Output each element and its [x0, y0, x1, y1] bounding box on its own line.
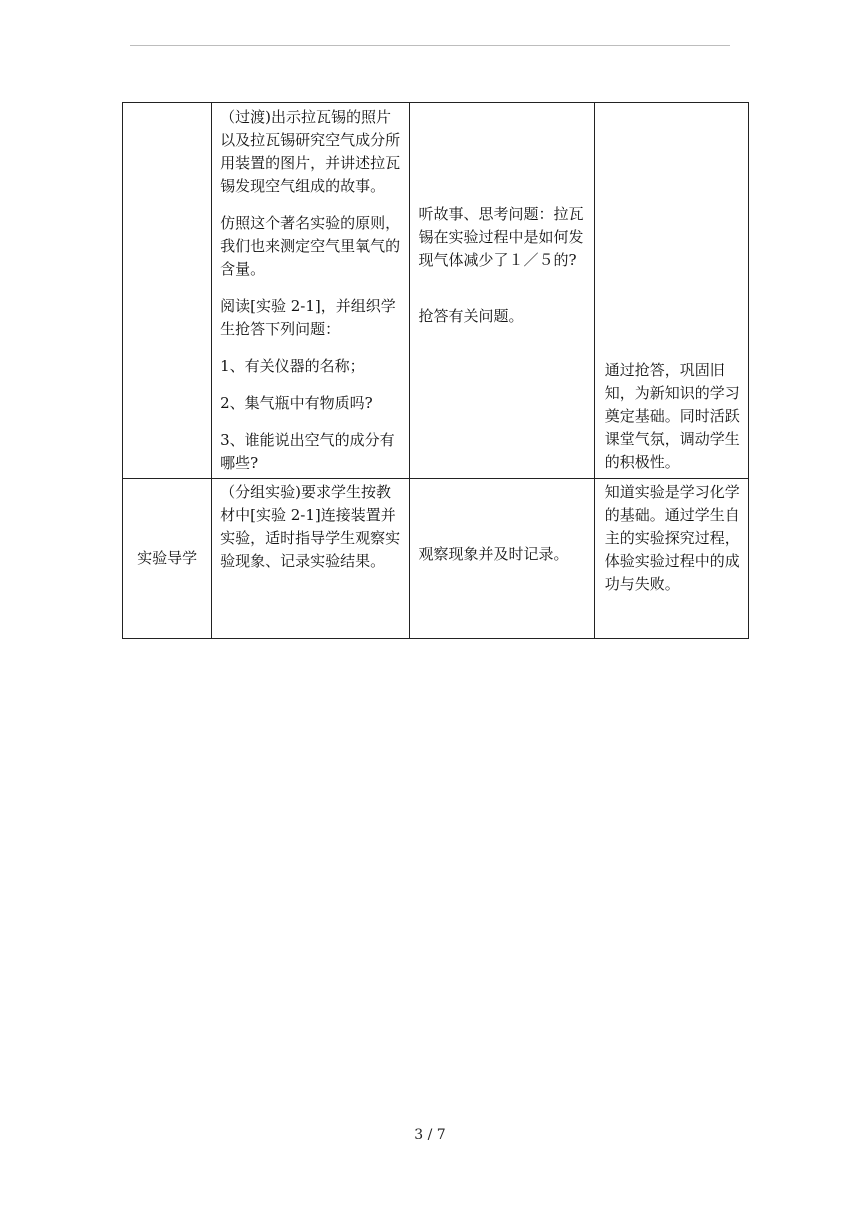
page-number: 3 / 7 [414, 1127, 446, 1143]
teacher-paragraph: 3、谁能说出空气的成分有哪些? [220, 431, 395, 472]
student-activity-cell: 观察现象并及时记录。 [410, 479, 594, 639]
table-row [123, 103, 749, 479]
lesson-plan-table [122, 102, 749, 639]
teacher-paragraph: 阅读[实验 2-1]，并组织学生抢答下列问题： [220, 297, 396, 338]
teacher-paragraph: （过渡)出示拉瓦锡的照片以及拉瓦锡研究空气成分所用装置的图片，并讲述拉瓦锡发现空气组成的故事。 [220, 108, 401, 195]
teacher-paragraph: 1、有关仪器的名称； [220, 357, 365, 375]
teacher-paragraph: 2、集气瓶中有物质吗? [220, 394, 373, 412]
student-paragraph: 抢答有关问题。 [418, 307, 524, 325]
student-activity-cell [410, 103, 594, 479]
teacher-paragraph: 仿照这个著名实验的原则，我们也来测定空气里氧气的含量。 [220, 214, 401, 278]
design-intent-cell: 通过抢答，巩固旧知，为新知识的学习奠定基础。同时活跃课堂气氛，调动学生的积极性。 [594, 103, 748, 479]
stage-label-cell: 实验导学 [123, 479, 212, 639]
stage-label-cell [123, 103, 212, 479]
header-rule [130, 45, 730, 46]
design-intent-cell: 知道实验是学习化学的基础。通过学生自主的实验探究过程，体验实验过程中的成功与失败。 [594, 479, 748, 639]
table-row [123, 479, 749, 639]
teacher-activity-cell: （分组实验)要求学生按教材中[实验 2-1]连接装置并实验，适时指导学生观察实验现象、记录实验结果。 [212, 479, 410, 639]
student-paragraph: 听故事、思考问题：拉瓦锡在实验过程中是如何发现气体减少了１／５的? [418, 205, 584, 269]
teacher-activity-cell [212, 103, 410, 479]
